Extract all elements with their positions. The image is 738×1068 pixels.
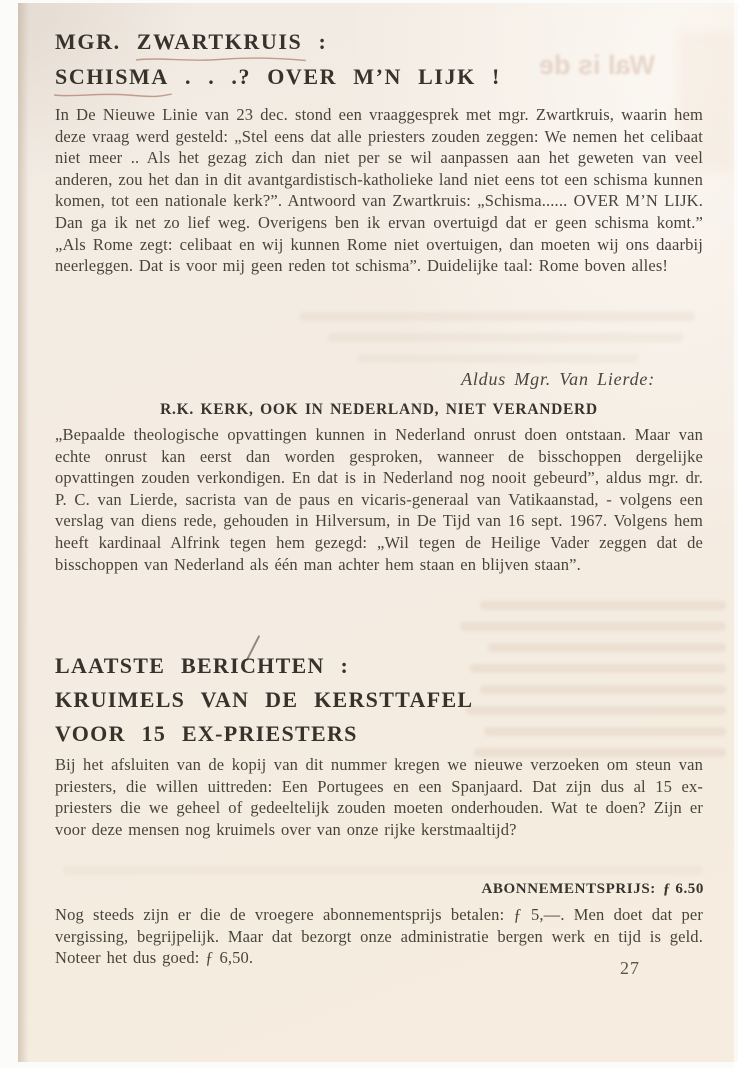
- underlined-word: SCHISMA: [55, 62, 169, 92]
- body-paragraph-2: „Bepaalde theologische opvattingen kunnen in Nederland onrust doen ontstaan. Maar van echte onrust kan eerst dan worden gesproken, wanneer de bisschoppen dergelijke opvattingen zouden verkondigen. En dat is in Nederland nog nooit gebeurd”, aldus mgr. dr. P. C. van Lierde, sacrista van de paus en vicaris-generaal van Vatikaanstad, - volgens een verslag van diens rede, gehouden in Hilversum, in De Tijd van 16 sept. 1967. Volgens hem heeft kardinaal Alfrink tegen hem gezegd: „Wil tegen de Heilige Vader zeggen dat de bisschoppen van Nederland als één man achter hem staan en blijven staan”.: [55, 425, 703, 574]
- article-title-line1: [55, 27, 327, 57]
- ghost-text-line: [484, 727, 726, 736]
- ghost-text-line: [63, 866, 703, 875]
- byline-attribution: Aldus Mgr. Van Lierde:: [461, 369, 655, 389]
- second-title-line3: VOOR 15 EX-PRIESTERS: [55, 721, 358, 746]
- ghost-text-line: [300, 312, 695, 321]
- ghost-text-line: [470, 664, 726, 673]
- ghost-text-line: [480, 685, 726, 694]
- ghost-text-line: [488, 643, 726, 652]
- underlined-word: ZWARTKRUIS: [137, 27, 303, 57]
- subscription-price-line: [482, 881, 705, 898]
- ghost-text-line: [460, 622, 726, 631]
- article-title-line2: [55, 62, 501, 92]
- body-paragraph-3: Bij het afsluiten van de kopij van dit nummer kregen we nieuwe verzoeken om steun van priesters, die willen uittreden: Een Portugees en een Spanjaard. Dat zijn dus al 15 ex-priesters die we geheel of gedeeltelijk zouden moeten onderhouden. Wat te doen? Zijn er voor deze mensen nog kruimels over van onze rijke kerstmaaltijd?: [55, 755, 703, 839]
- subscription-price-value: ƒ 6.50: [662, 881, 704, 897]
- section-subheading: R.K. KERK, OOK IN NEDERLAND, NIET VERANDERD: [160, 401, 598, 418]
- second-article-title: [55, 649, 473, 751]
- paper-sheet: [18, 3, 738, 1062]
- ghost-text-line: [328, 333, 683, 342]
- title-rest: . . .? OVER M’N LIJK !: [185, 64, 501, 89]
- scanner-edge-strip: [734, 0, 738, 1068]
- title-word: MGR.: [55, 29, 121, 54]
- ghost-text-line: [480, 601, 726, 610]
- ghost-text-line: [358, 354, 638, 363]
- subscription-price-label: ABONNEMENTSPRIJS:: [481, 881, 656, 897]
- second-title-line1: LAATSTE BERICHTEN :: [55, 653, 350, 678]
- body-paragraph-4: Nog steeds zijn er die de vroegere abonnementsprijs betalen: ƒ 5,—. Men doet dat per vergissing, begrijpelijk. Maar dat bezorgt onze administratie bergen werk en tijd is geld. Noteer het dus goed: ƒ 6,50.: [55, 905, 703, 968]
- body-paragraph-1: In De Nieuwe Linie van 23 dec. stond een vraaggesprek met mgr. Zwartkruis, waarin hem deze vraag werd gesteld: „Stel eens dat alle priesters zouden zeggen: We nemen het celibaat niet meer .. Als het gezag zich dan niet per se wil aanpassen aan het geweten van veel anderen, zou het dan in dit avantgardistisch-katholieke land niet eens tot een schisma kunnen komen, tot een nationale kerk?”. Antwoord van Zwartkruis: „Schisma...... OVER M’N LIJK. Dan ga ik net zo lief weg. Overigens ben ik ervan overtuigd dat er geen schisma komt.” „Als Rome zegt: celibaat en wij kunnen Rome niet overtuigen, dan moeten wij ons daarbij neerleggen. Dat is voor mij geen reden tot schisma”. Duidelijke taal: Rome boven alles!: [55, 105, 703, 276]
- page-number: 27: [620, 958, 640, 978]
- ghost-text-line: [466, 706, 726, 715]
- title-colon: :: [318, 29, 328, 54]
- pencil-underline-mark: [52, 91, 174, 99]
- second-title-line2: KRUIMELS VAN DE KERSTTAFEL: [55, 687, 474, 712]
- showthrough-title-text: Wal is de: [538, 50, 655, 80]
